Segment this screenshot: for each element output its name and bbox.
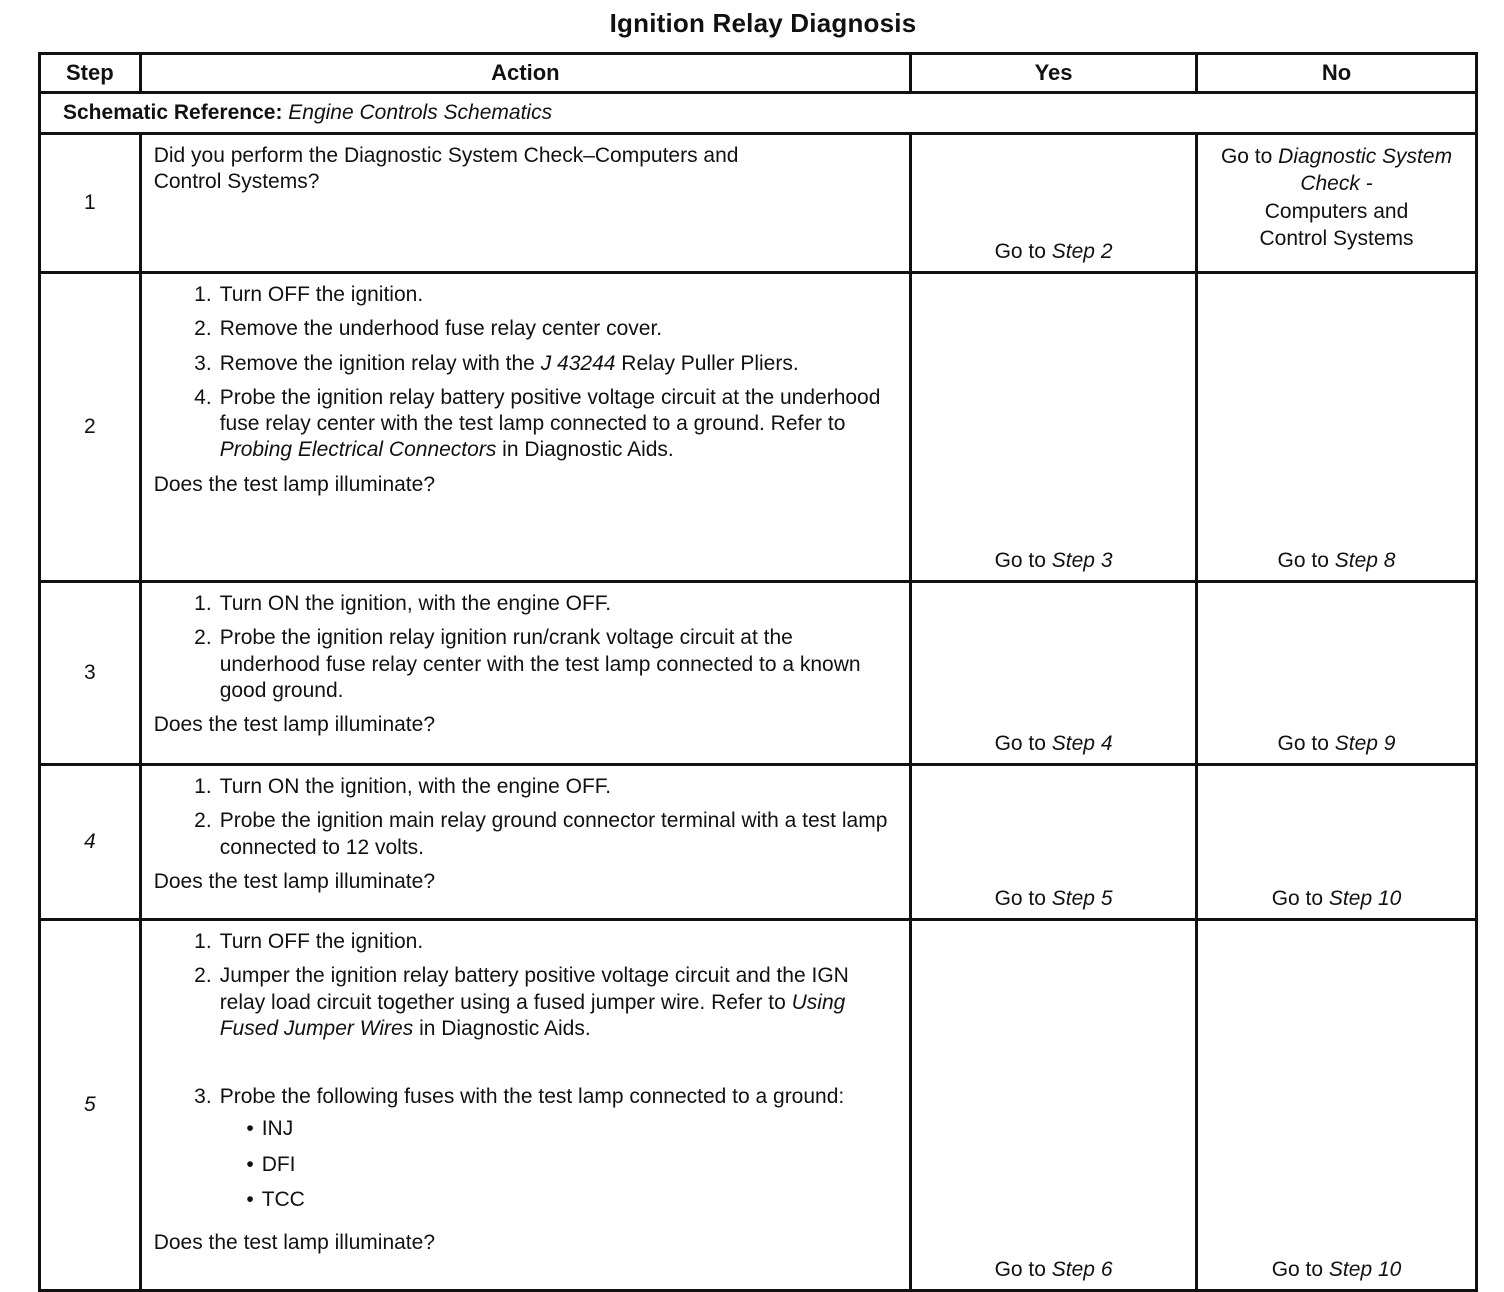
item-number: 1. [194,592,212,615]
action-cell [140,134,910,273]
question-text: Did you perform the Diagnostic System Check–Computers and Control Systems? [153,144,739,194]
item-number: 2. [194,964,212,988]
action-list [154,929,899,1222]
item-text: Turn OFF the ignition. [219,930,424,953]
list-item [154,591,899,617]
goto-target-italic: Diagnostic System Check - [1278,145,1453,196]
header-action: Action [140,54,910,93]
action-list [154,282,899,464]
goto-step: Step 2 [1051,239,1113,263]
list-item [154,625,899,704]
item-text [220,1084,899,1222]
list-item [154,385,899,464]
question-text: Does the test lamp illuminate? [153,472,435,496]
step-number: 1 [40,134,141,273]
action-cell [140,582,910,765]
header-step: Step [40,54,141,93]
schematic-label: Schematic Reference: [63,100,283,124]
fuse-list [220,1116,899,1213]
action-cell [140,765,910,920]
no-cell [1197,273,1477,582]
header-yes: Yes [911,54,1197,93]
table-row [40,273,1477,582]
fuse-name: DFI [261,1152,296,1176]
no-cell [1197,134,1477,273]
page-title: Ignition Relay Diagnosis [609,8,917,38]
schematic-reference [40,93,1477,134]
item-text-pre: Jumper the ignition relay battery positive voltage circuit and the IGN relay load circuit together using a fused jumper wire. Refer to [219,964,849,1014]
yes-cell [911,273,1197,582]
goto-prefix: Go to [1271,1257,1324,1281]
bullet-icon: • [246,1187,254,1211]
list-item [154,774,899,800]
bullet-icon: • [246,1117,254,1141]
item-number: 4. [194,385,212,409]
item-text-post: in Diagnostic Aids. [502,438,674,462]
list-item [154,963,899,1042]
item-text-italic: J 43244 [540,351,616,375]
list-item [154,282,899,308]
fuse-name: TCC [261,1187,305,1211]
schematic-row [40,93,1477,134]
fuse-item [220,1116,899,1142]
goto-prefix: Go to [994,548,1046,572]
list-item [154,316,899,342]
item-text [220,385,899,464]
item-number: 2. [194,317,212,341]
spacer [154,1050,899,1076]
item-number: 1. [194,775,212,798]
item-text-pre: Remove the ignition relay with the [219,351,535,375]
goto-prefix: Go to [994,731,1046,755]
item-text-main: Probe the following fuses with the test lamp connected to a ground: [219,1085,845,1108]
goto-step: Step 6 [1051,1257,1113,1281]
item-text [220,351,899,377]
goto-prefix: Go to [994,886,1046,910]
item-number: 3. [194,1085,212,1108]
list-item [154,1084,899,1222]
list-item [154,929,899,955]
item-text: Probe the ignition relay ignition run/crank voltage circuit at the underhood fuse relay center with the test lamp connected to a known good ground. [219,626,861,702]
item-text: Probe the ignition main relay ground connector terminal with a test lamp connected to 12 volts. [219,809,888,859]
item-number: 2. [194,809,212,833]
goto-step: Step 10 [1328,1257,1402,1281]
no-cell [1197,582,1477,765]
goto-step: Step 8 [1334,548,1396,572]
question-text: Does the test lamp illuminate? [153,713,435,736]
item-text-post: in Diagnostic Aids. [419,1016,591,1040]
goto-prefix: Go to [994,1257,1046,1281]
item-text: Turn OFF the ignition. [219,283,424,306]
question-text: Does the test lamp illuminate? [153,1231,435,1254]
schematic-value: Engine Controls Schematics [288,100,553,124]
bullet-icon: • [246,1152,254,1176]
item-number: 2. [194,626,212,650]
goto-step: Step 5 [1051,886,1113,910]
table-row [40,582,1477,765]
yes-cell [911,765,1197,920]
goto-prefix: Go to [1220,145,1273,168]
list-item [154,351,899,377]
item-text: Turn ON the ignition, with the engine OFF. [219,775,612,798]
action-cell [140,273,910,582]
action-list [154,774,899,861]
step-number-text: 4 [84,829,96,853]
goto-step: Step 9 [1334,731,1396,755]
step-number-text: 5 [84,1092,96,1116]
header-row [40,54,1477,93]
step-number: 3 [40,582,141,765]
item-text-pre: Probe the ignition relay battery positive voltage circuit at the underhood fuse relay center with the test lamp connected to a ground. Refer to [219,385,881,435]
goto-prefix: Go to [1277,548,1329,572]
list-item [154,808,899,861]
question-text: Does the test lamp illuminate? [153,869,435,893]
yes-cell [911,582,1197,765]
fuse-item [220,1187,899,1213]
goto-prefix: Go to [994,239,1046,263]
fuse-name: INJ [261,1117,294,1141]
table-row [40,920,1477,1291]
item-number: 3. [194,351,212,375]
item-text: Turn ON the ignition, with the engine OFF. [219,592,612,615]
goto-prefix: Go to [1271,886,1324,910]
item-text [220,963,899,1042]
item-number: 1. [194,930,212,953]
item-text-post: Relay Puller Pliers. [621,351,799,375]
item-number: 1. [194,283,212,306]
goto-target-rest: Computers and Control Systems [1259,199,1414,250]
step-number [40,920,141,1291]
diagnosis-table [38,52,1478,1292]
no-cell [1197,765,1477,920]
no-cell [1197,920,1477,1291]
table-row [40,765,1477,920]
goto-step: Step 3 [1051,548,1113,572]
step-number [40,765,141,920]
step-number: 2 [40,273,141,582]
action-list [154,591,899,704]
item-text-italic: Using Fused Jumper Wires [219,990,846,1040]
yes-cell [911,920,1197,1291]
table-row [40,134,1477,273]
action-cell [140,920,910,1291]
item-text: Remove the underhood fuse relay center cover. [219,317,663,341]
fuse-item [220,1152,899,1178]
goto-step: Step 4 [1051,731,1113,755]
goto-step: Step 10 [1328,886,1402,910]
item-text-italic: Probing Electrical Connectors [219,438,497,462]
header-no: No [1197,54,1477,93]
goto-prefix: Go to [1277,731,1329,755]
yes-cell [911,134,1197,273]
